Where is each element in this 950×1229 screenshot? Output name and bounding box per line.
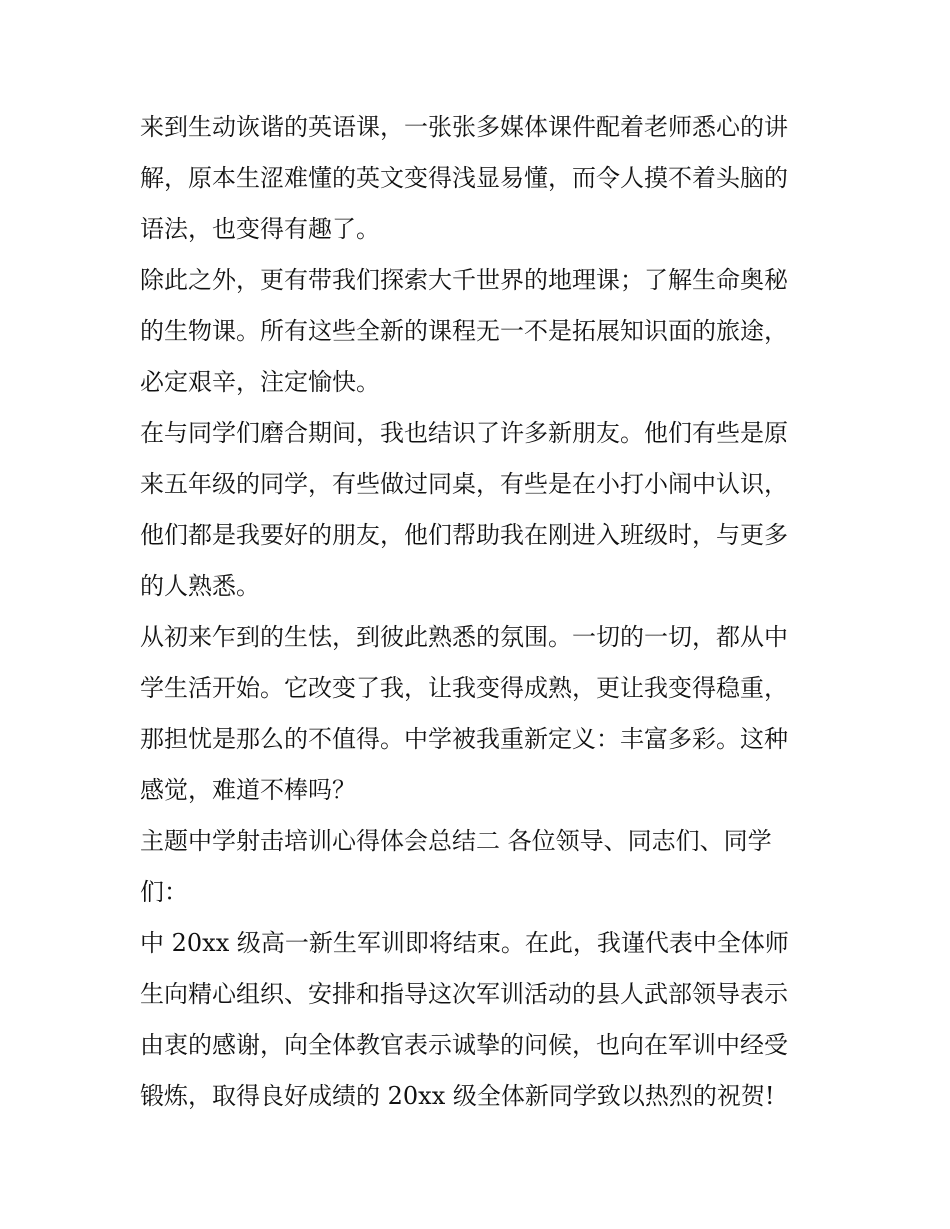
paragraph-2 — [140, 255, 812, 408]
paragraph-4 — [140, 612, 812, 816]
text-line: 们： — [140, 878, 188, 906]
paragraph-6 — [140, 918, 812, 1122]
text-line: 那担忧是那么的不值得。中学被我重新定义：丰富多彩。这种 — [140, 725, 788, 753]
text-line: 来到生动诙谐的英语课，一张张多媒体课件配着老师悉心的讲 — [140, 113, 788, 141]
text-line: 在与同学们磨合期间，我也结识了许多新朋友。他们有些是原 — [140, 419, 788, 447]
paragraph-3 — [140, 408, 812, 612]
document-body — [140, 102, 812, 1122]
text-line: 从初来乍到的生怯，到彼此熟悉的氛围。一切的一切，都从中 — [140, 623, 788, 651]
text-line: 感觉，难道不棒吗？ — [140, 776, 356, 804]
text-line: 来五年级的同学，有些做过同桌，有些是在小打小闹中认识， — [140, 470, 788, 498]
text-line: 由衷的感谢，向全体教官表示诚挚的问候，也向在军训中经受 — [140, 1031, 788, 1059]
text-line: 解，原本生涩难懂的英文变得浅显易懂，而令人摸不着头脑的 — [140, 164, 788, 192]
text-line: 语法，也变得有趣了。 — [140, 215, 380, 243]
text-line: 的生物课。所有这些全新的课程无一不是拓展知识面的旅途， — [140, 317, 788, 345]
text-line: 锻炼，取得良好成绩的 20xx 级全体新同学致以热烈的祝贺! — [140, 1082, 775, 1110]
paragraph-5-heading — [140, 816, 812, 918]
text-line: 中 20xx 级高一新生军训即将结束。在此，我谨代表中全体师 — [140, 929, 789, 957]
text-line: 除此之外，更有带我们探索大千世界的地理课；了解生命奥秘 — [140, 266, 788, 294]
paragraph-1 — [140, 102, 812, 255]
text-line: 学生活开始。它改变了我，让我变得成熟，更让我变得稳重， — [140, 674, 788, 702]
text-line: 他们都是我要好的朋友，他们帮助我在刚进入班级时，与更多 — [140, 521, 788, 549]
text-line: 生向精心组织、安排和指导这次军训活动的县人武部领导表示 — [140, 980, 788, 1008]
text-line: 的人熟悉。 — [140, 572, 260, 600]
text-line: 必定艰辛，注定愉快。 — [140, 368, 380, 396]
text-line: 主题中学射击培训心得体会总结二 各位领导、同志们、同学 — [140, 827, 772, 855]
